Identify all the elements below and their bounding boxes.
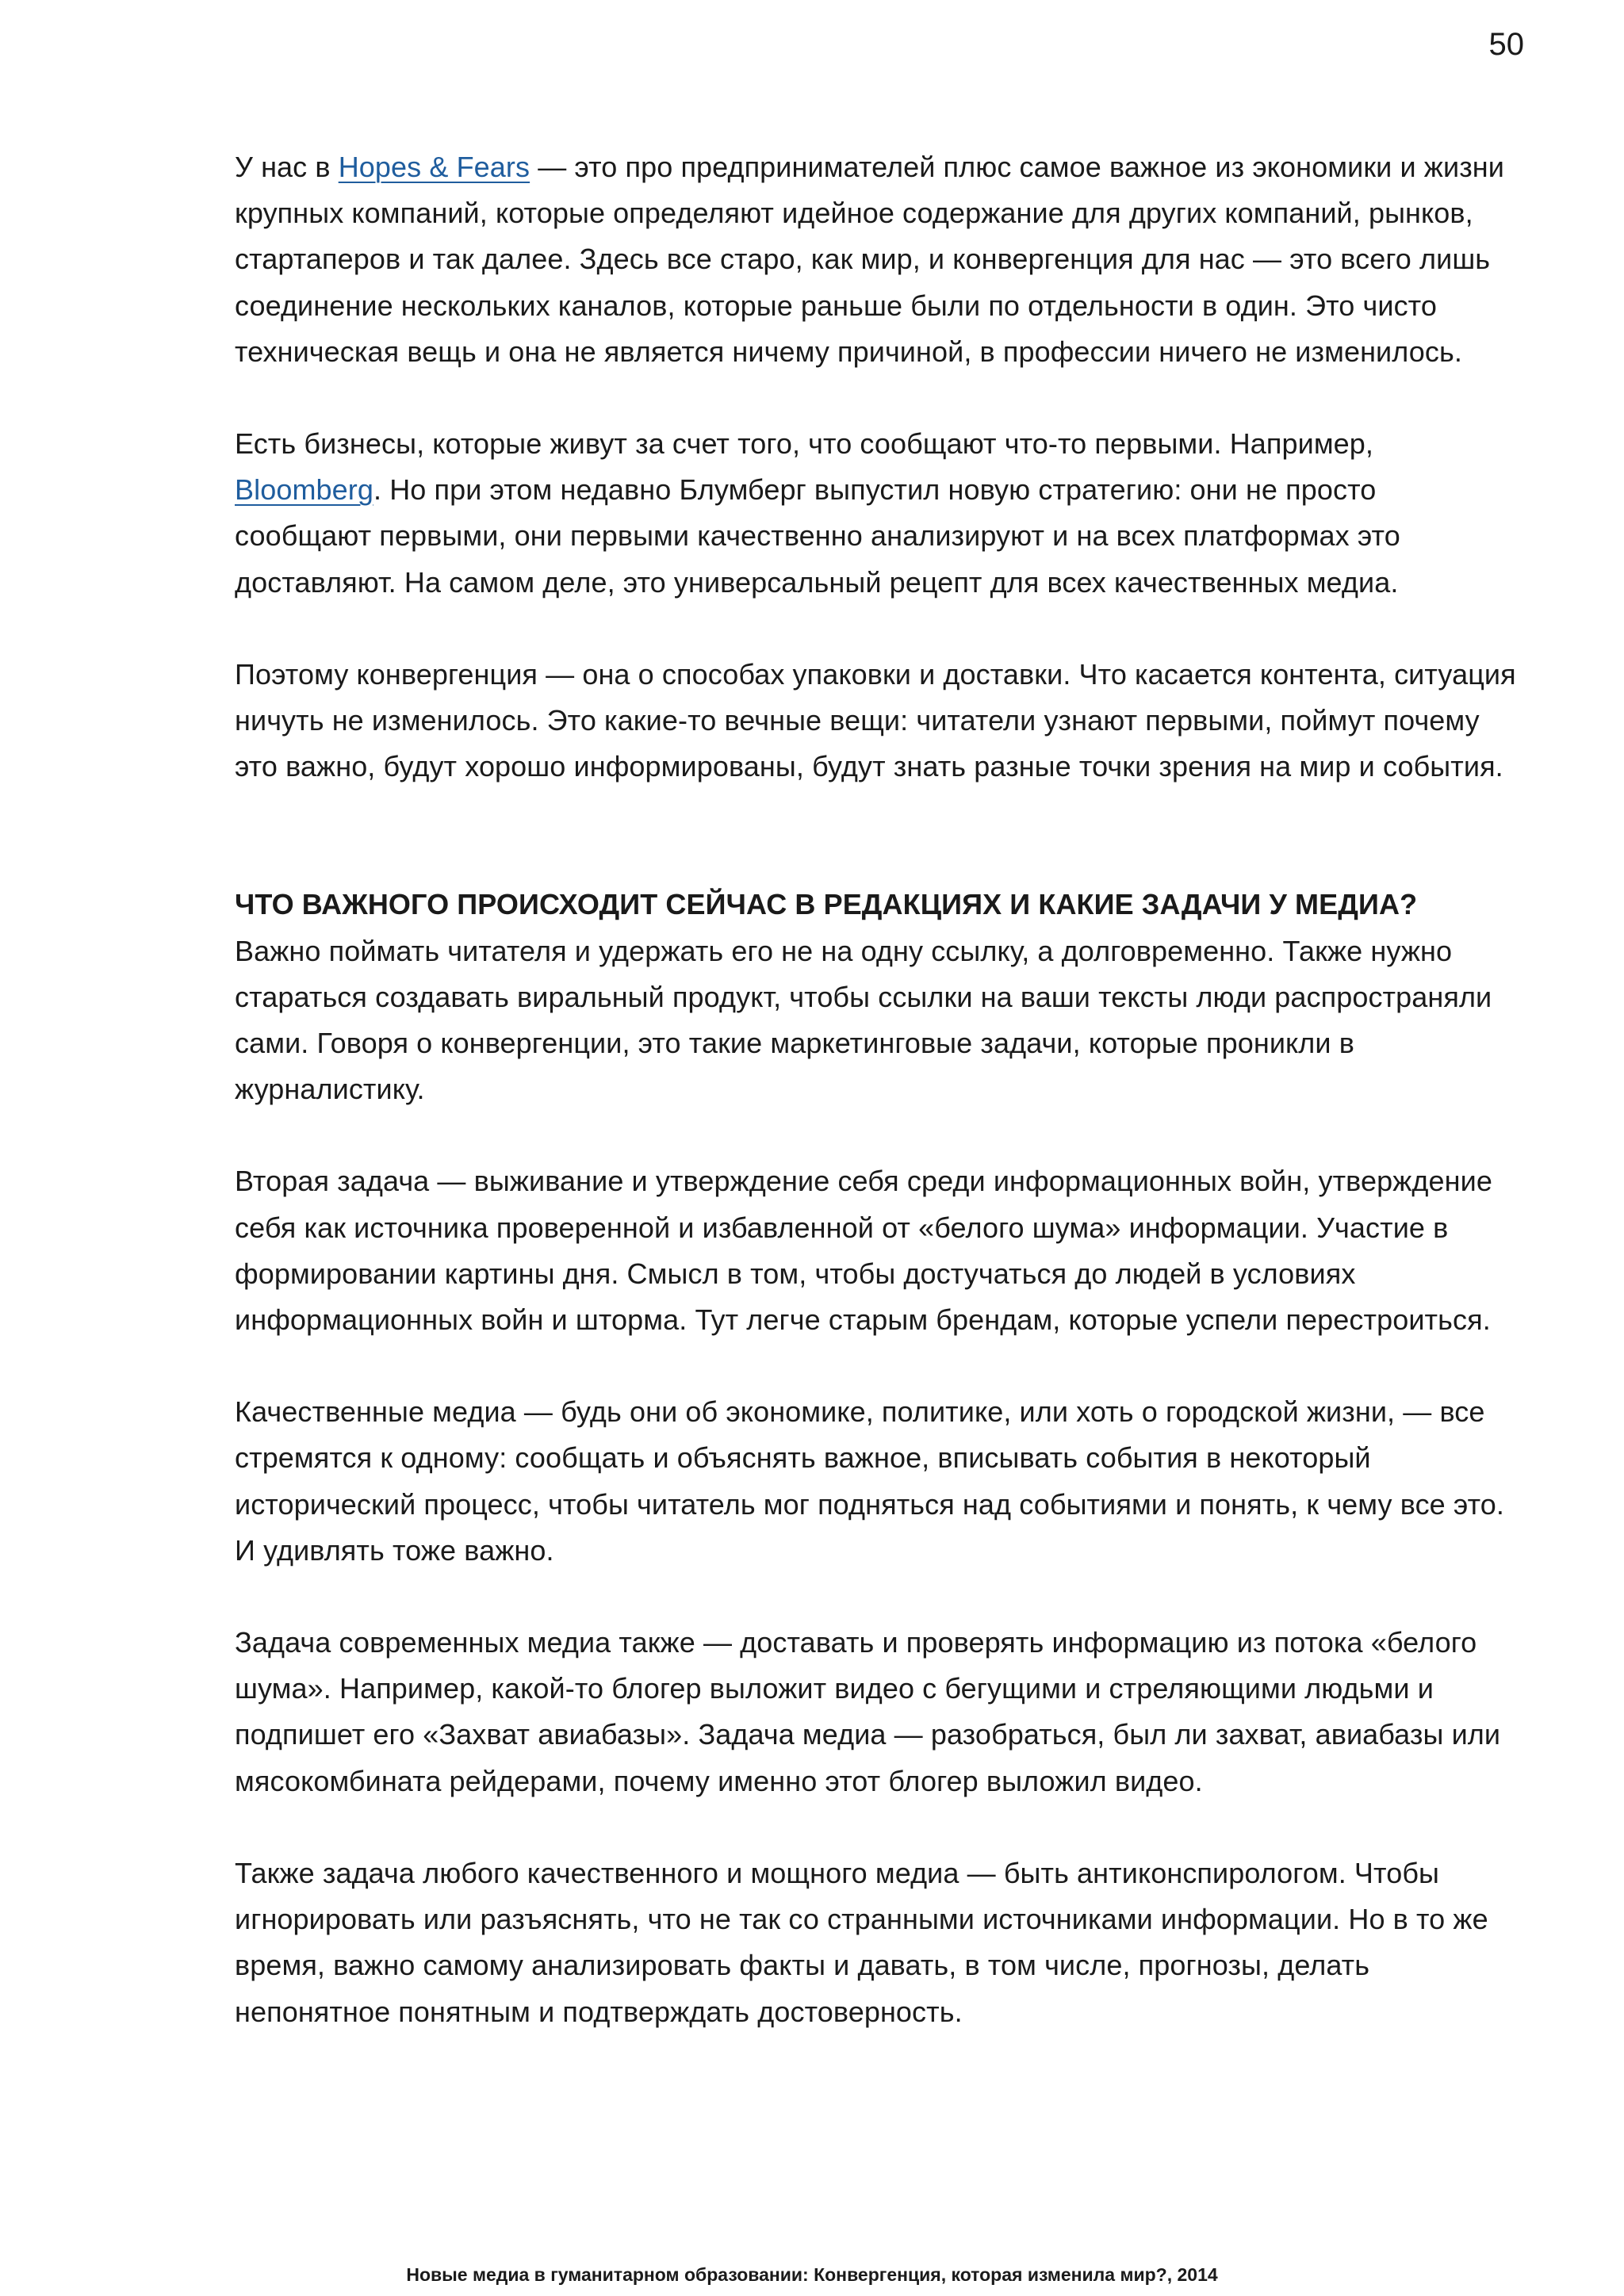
paragraph-text: Есть бизнесы, которые живут за счет того, что сообщают что-то первыми. Например, xyxy=(235,427,1374,461)
document-body xyxy=(235,144,1519,2081)
paragraph-quality-media: Качественные медиа — будь они об экономике, политике, или хоть о городской жизни, — все стремятся к одному: сообщать и объяснять важное, вписывать события в некоторый исторический процесс, чтобы читатель мог подняться над событиями и понять, к чему все это. И удивлять тоже важно. xyxy=(235,1395,1504,1567)
page-number: 50 xyxy=(1488,27,1524,62)
bloomberg-link[interactable]: Bloomberg xyxy=(235,473,373,507)
page-footer: Новые медиа в гуманитарном образовании: Конвергенция, которая изменила мир?, 2014 xyxy=(406,2264,1218,2285)
paragraph-intro xyxy=(235,144,1519,375)
paragraph-second-task: Вторая задача — выживание и утверждение себя среди информационных войн, утверждение себя как источника проверенной и избавленной от «белого шума» информации. Участие в формировании картины дня. Смысл в том, чтобы достучаться до людей в условиях информационных войн и шторма. Тут легче старым брендам, которые успели перестроиться. xyxy=(235,1165,1492,1337)
paragraph-reader-retention: Важно поймать читателя и удержать его не на одну ссылку, а долговременно. Также нужно стараться создавать виральный продукт, чтобы ссылки на ваши тексты люди распространяли сами. Говоря о конвергенции, это такие маркетинговые задачи, которые проникли в журналистику. xyxy=(235,934,1492,1106)
paragraph-convergence: Поэтому конвергенция — она о способах упаковки и доставки. Что касается контента, ситуация ничуть не изменилось. Это какие-то вечные вещи: читатели узнают первыми, поймут почему это важно, будут хорошо информированы, будут знать разные точки зрения на мир и события. xyxy=(235,657,1516,783)
hopes-and-fears-link[interactable]: Hopes & Fears xyxy=(338,151,530,183)
paragraph-text: . Но при этом недавно Блумберг выпустил новую стратегию: они не просто сообщают первыми, они первыми качественно анализируют и на всех платформах это доставляют. На самом деле, это универсальный рецепт для всех качественных медиа. xyxy=(235,473,1400,599)
paragraph-text: У нас в xyxy=(235,151,339,183)
section-heading: ЧТО ВАЖНОГО ПРОИСХОДИТ СЕЙЧАС В РЕДАКЦИЯХ И КАКИЕ ЗАДАЧИ У МЕДИА? xyxy=(235,888,1418,921)
section-spacer xyxy=(235,836,1519,882)
paragraph-bloomberg xyxy=(235,421,1519,606)
paragraph-anticonspiracy: Также задача любого качественного и мощного медиа — быть антиконспирологом. Чтобы игнорировать или разъяснять, что не так со странными источниками информации. Но в то же время, важно самому анализировать факты и давать, в том числе, прогнозы, делать непонятное понятным и подтверждать достоверность. xyxy=(235,1856,1488,2028)
paragraph-text: — это про предпринимателей плюс самое важное из экономики и жизни крупных компаний, которые определяют идейное содержание для других компаний, рынков, стартаперов и так далее. Здесь все старо, как мир, и конвергенция для нас — это всего лишь соединение нескольких каналов, которые раньше были по отдельности в один. Это чисто техническая вещь и она не является ничему причиной, в профессии ничего не изменилось. xyxy=(235,151,1504,368)
paragraph-white-noise: Задача современных медиа также — доставать и проверять информацию из потока «белого шума». Например, какой-то блогер выложит видео с бегущими и стреляющими людьми и подпишет его «Захват авиабазы». Задача медиа — разобраться, был ли захват, авиабазы или мясокомбината рейдерами, почему именно этот блогер выложил видео. xyxy=(235,1626,1501,1797)
